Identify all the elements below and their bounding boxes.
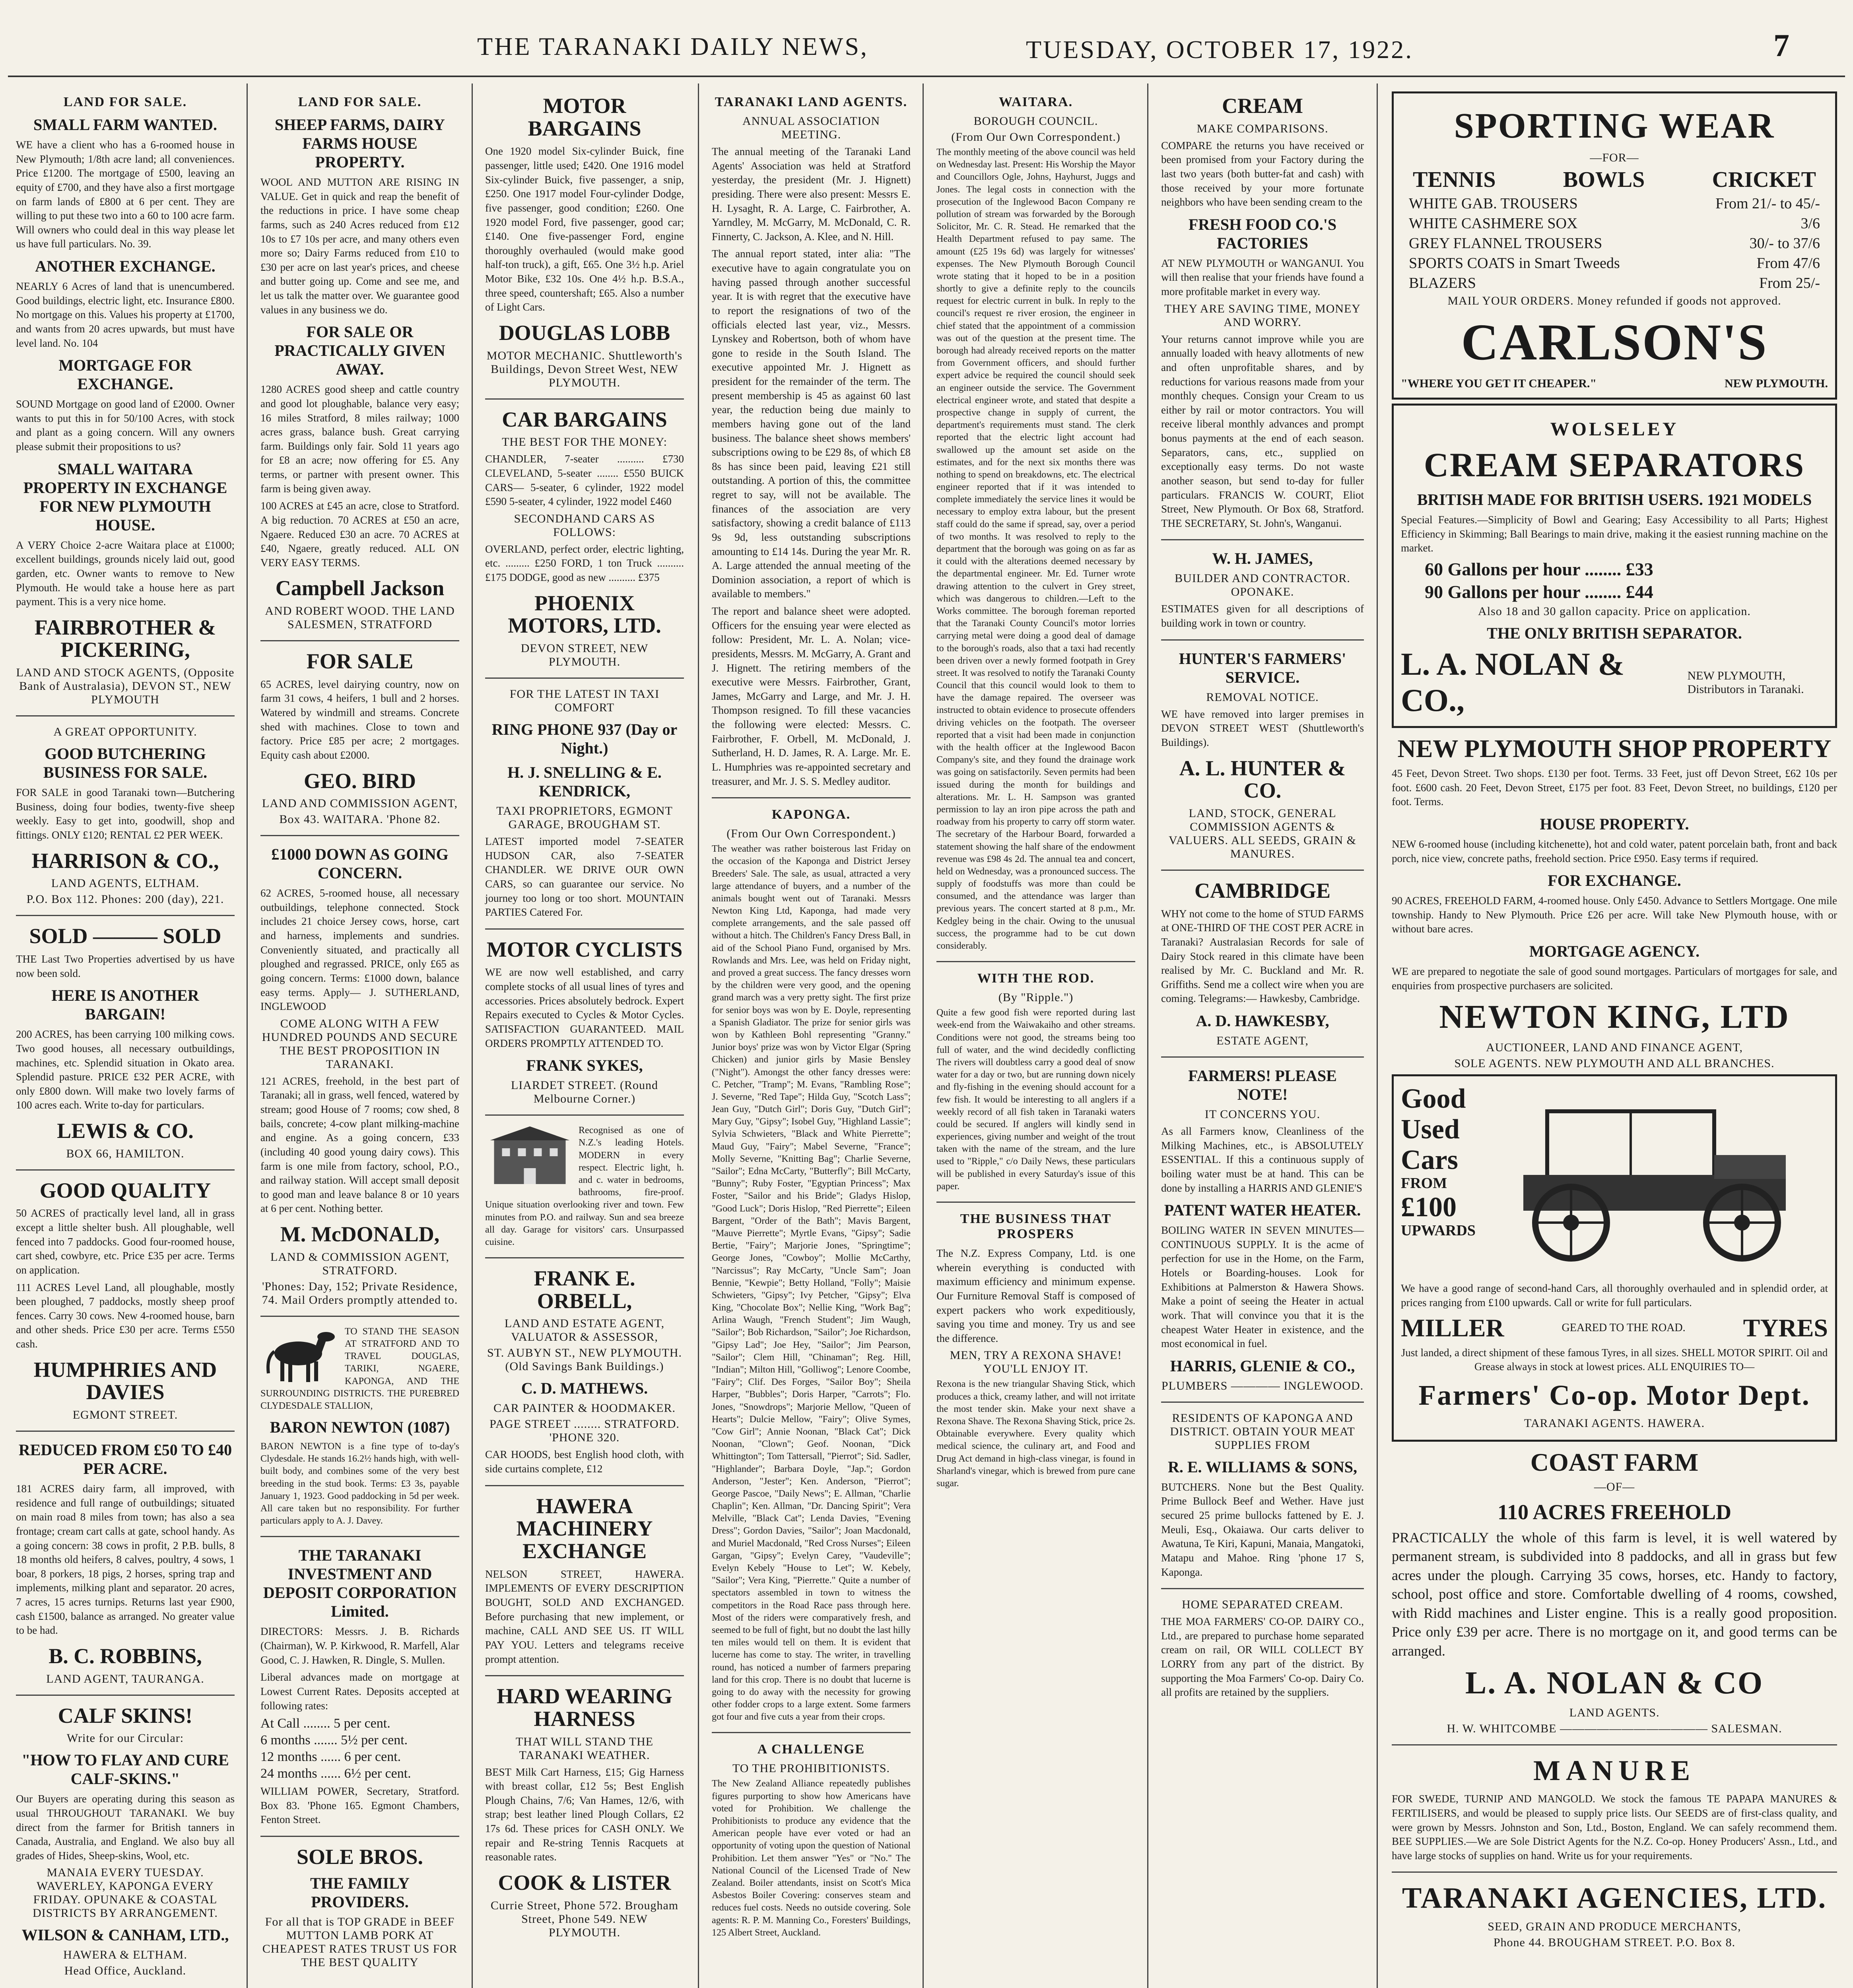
agent-name: R. E. WILLIAMS & SONS,: [1167, 1458, 1358, 1476]
price-row: [1409, 195, 1820, 212]
ad-subheading: —FOR—: [1590, 151, 1639, 164]
ad-heading: PATENT WATER HEATER.: [1164, 1201, 1361, 1219]
agent-name: DOUGLAS LOBB: [499, 320, 670, 345]
ad-heading: GOOD QUALITY: [39, 1178, 211, 1202]
column-1: [4, 87, 247, 1988]
agent-address: LIARDET STREET. (Round Melbourne Corner.): [511, 1079, 658, 1106]
rate-row: At Call ........ 5 per cent.: [260, 1716, 390, 1731]
sport-game: BOWLS: [1563, 167, 1645, 192]
ad-heading: HERE IS ANOTHER BARGAIN!: [51, 986, 199, 1023]
ad-price: £100: [1401, 1192, 1457, 1223]
column-3: [473, 87, 696, 1988]
ad-body: Liberal advances made on mortgage at Lowest Current Rates. Deposits accepted at following rates:: [260, 1671, 459, 1712]
ad-heading: FRESH FOOD CO.'S FACTORIES: [1188, 215, 1337, 252]
agent-phone: P.O. Box 112. Phones: 200 (day), 221.: [26, 893, 224, 906]
article-subheadline: BOROUGH COUNCIL.: [973, 115, 1098, 128]
ad-from: FROM: [1401, 1175, 1447, 1192]
ad-note: Also 18 and 30 gallon capacity. Price on application.: [1478, 604, 1751, 618]
carlsons-tagline: "WHERE YOU GET IT CHEAPER.": [1401, 377, 1597, 390]
ad-body: MANAIA EVERY TUESDAY. WAVERLEY, KAPONGA EVERY FRIDAY. OPUNAKE & COASTAL DISTRICTS BY ARRANGEMENT.: [33, 1866, 218, 1920]
divider: [16, 1431, 235, 1432]
tyres-label: TYRES: [1743, 1313, 1828, 1342]
agent-address: LAND AND COMMISSION AGENT,: [262, 797, 458, 810]
agent-address: ST. AUBYN ST., NEW PLYMOUTH. (Old Savings Bank Buildings.): [487, 1346, 682, 1373]
price-row: [1409, 215, 1820, 232]
ad-body: BARON NEWTON is a fine type of to-day's Clydesdale. He stands 16.2½ hands high, with well-built body, and combines some of the very best breeding in the stud book. Terms: £3 3s, payable January 1, 1923. Good paddocking in 5d per week. All care taken but no responsibility. For further particulars apply to A. J. Davey.: [260, 1441, 459, 1526]
ad-heading: MEN, TRY A REXONA SHAVE! YOU'LL ENJOY IT.: [950, 1349, 1122, 1376]
ad-subheading: REMOVAL NOTICE.: [1206, 690, 1319, 704]
agent-address: LAND AGENT, TAURANGA.: [46, 1672, 204, 1685]
price-item: WHITE CASHMERE SOX: [1409, 215, 1578, 232]
ad-heading: FOR THE LATEST IN TAXI COMFORT: [509, 687, 660, 714]
price-value: 30/- to 37/6: [1749, 235, 1820, 252]
ad-heading: SMALL FARM WANTED.: [33, 116, 217, 134]
ad-heading: FOR SALE: [306, 649, 414, 674]
column-rule: [1147, 83, 1148, 1988]
masthead: [0, 24, 1853, 72]
column-5: [925, 87, 1147, 1988]
sport-game: TENNIS: [1413, 167, 1496, 192]
ad-body: Special Features.—Simplicity of Bowl and Gearing; Easy Accessibility to all Parts; Highest Efficiency in Skimming; Ball Bearings to main drive, making it the easiest running machine on the market.: [1401, 514, 1828, 554]
price-list: [1401, 195, 1828, 292]
ad-note: MAIL YOUR ORDERS. Money refunded if goods not approved.: [1447, 294, 1781, 307]
price-item: SPORTS COATS in Smart Tweeds: [1409, 255, 1620, 272]
ad-body: FOR SALE in good Taranaki town—Butchering Business, doing four bodies, twenty-five sheep weekly. Easy to get into, goodwill, shop and fittings. ONLY £120; RENTAL £2 PER WEEK.: [16, 786, 235, 841]
ad-heading: FOR EXCHANGE.: [1548, 872, 1681, 890]
wolseley-ad: [1392, 404, 1837, 728]
ad-body: WE are now well established, and carry complete stocks of all usual lines of tyres and accessories. Prices absolutely bedrock. Expert Repairs executed to Cycles & Motor Cycles. SATISFACTION GUARANTEED. MAIL ORDERS PROMPTLY ATTENDED TO.: [485, 966, 684, 1049]
agent-address: BOX 66, HAMILTON.: [66, 1147, 185, 1160]
rate-row: 6 months ....... 5½ per cent.: [260, 1733, 408, 1748]
ad-body: 200 ACRES, has been carrying 100 milking cows. Two good houses, all necessary outbuildings, machines, etc. Splendid situation in Okato area. Splendid pasture. PRICE £32 PER ACRE, with only £800 down. Will make two lovely farms of 100 acres each. Write to-day for particulars.: [16, 1028, 235, 1111]
ad-subheading: THE FAMILY PROVIDERS.: [310, 1874, 410, 1911]
article-body: The weather was rather boisterous last Friday on the occasion of the Kaponga and District Jersey Breeders' Sale. The sale, as usual, attracted a very large attendance of buyers, and a number of the animals bought went out of Taranaki. Messrs Newton King Ltd, Kaponga, had made very complete arrangements, and the sale passed off without a hitch. The Children's Fancy Dress Ball, in aid of the School Piano Fund, organised by Mrs. Rowlands and Mrs. Lee, was held on Friday night, and proved a great success. The fancy dresses worn by the children were very good, and the opening grand march was a very pretty sight. The first prize for senior boys was won by E. Doyle, representing a Spanish Gladiator. The prize for senior girls was won by Kathleen Bohl representing "Granny." Junior boys' prize was won by Victor Elgar (Spring Chicken) and junior girls by Masie Bensley ("Night"). Amongst the other fancy dresses were: C. Petcher, "Tramp"; M. Evans, "Rambling Rose"; J. Severne, "Red Tape"; Hilda Guy, "Scotch Lass"; Jean Guy, "Dutch Girl"; Doris Guy, "Dutch Girl"; Mary Guy, "Gipsy"; Isobel Guy, "Highland Lassie"; Sylvia Schwieters, "Black and White Pierrette"; Maud Guy, "Fairy"; Mabel Severne, "France"; Molly Severne, "Knitting Bag"; Charlie Severne, "Sailor"; Edna McCarty, "Butterfly"; Bill McCarty, "Bunny"; Ruby Foster, "Egyptian Princess"; Max Foster, "Sailor and his Bride"; Gladys Hislop, "Good Luck"; Doris Hislop, "Red Pierrette"; Eileen Bargent, "Order of the Bath"; Mavis Bargent, "Mauve Pierrette"; Myrtle Evans, "Gipsy"; Sadie Bertie, "Fairy"; Marjorie Jones, "Springtime"; George Jones, "Cowboy"; Mollie McCarthy, "Narcissus"; Ray McCarty, "Uncle Sam"; Joan Bennie, "Kewpie"; Betty Holland, "Folly"; Maisie Schwieters, "Gipsy"; Ivy Petcher, "Gipsy"; Elva King, "Chocolate Box"; Nellie King, "Work Bag"; Arlina Waugh, "French Student"; Jim Waugh, "Sailor"; Bob Richardson, "Sailor"; Joe Richardson, "Gipsy Lad"; Joe Hey, "Sailor"; Jim Pearson, "Sailor"; Clem Hill, "Chinaman"; Reg. Hill, "Indian"; Milton Hill, "Golliwog"; Lenore Coombe, "Fairy"; Clif. Des Forges, "Sailor Boy"; Sheila Harper, "Bubbles"; Doris Harper, "Carrots"; Flo. Jones, "Snowdrops"; Marjorie Mellow, "Queen of Hearts"; Dulcie Mellow, "Fairy"; Olive Symes, "Cow Girl"; Annie Noonan, "Black Cat"; Dick Noonan, "Clown"; Geof. Noonan, "Dick Whittington"; Tom Tattersall, "Pierrot"; Sid. Sadler, "Highlander"; Barbara Doyle, "Jap."; Gordon Anderson, "Jester"; Ken. Anderson, "Pierrot"; George Pascoe, "Daily News"; E. Allman, "Charlie Chaplin"; Ken. Allman, "Dr. Dancing Spirit"; Vera Melville, "Black Cat"; Lenda Davies, "Evening Dress"; Gordon Davies, "Sailor"; Joan Macdonald, and Muriel Macdonald, "Red Cross Nurses"; Eileen Gargan, "Gipsy"; Evelyn Carey, "Vaudeville"; Evelyn Kebely "House to Let"; W. Kebely, "Sailor"; Vera King, "Pierrette." Quite a number of spectators assembled in town to witness the competitors in the Road Race pass through here. Most of the riders were comparatively fresh, and seemed to be full of fight, but no doubt the last hilly ten miles would tell on them. It is evident that lucerne has come to stay. The writer, in travelling round, has noticed a number of farmers preparing land for this crop. There is no doubt that lucerne is going to do away with the necessity for growing other fodder crops to a large extent. Some farmers got four and five cuts a year from their crops.: [712, 844, 911, 1722]
divider: [1392, 1744, 1837, 1745]
divider: [260, 835, 459, 836]
divider: [485, 1485, 684, 1486]
ad-heading: MORTGAGE FOR EXCHANGE.: [58, 356, 192, 393]
ad-heading: MANURE: [1533, 1755, 1696, 1787]
used-cars-ad: [1392, 1074, 1837, 1442]
agent-address: TARANAKI AGENTS. HAWERA.: [1524, 1416, 1705, 1430]
ad-subheading: THE ONLY BRITISH SEPARATOR.: [1487, 624, 1742, 642]
carlsons-place: NEW PLYMOUTH.: [1724, 377, 1828, 390]
ad-body: 111 ACRES Level Land, all ploughable, mostly been ploughed, 7 paddocks, mostly sheep proof fences. Carry 30 cows. New 4-roomed house, barn and other sheds. Price £30 per acre. Terms £550 cash.: [16, 1281, 235, 1350]
agent-address: LAND, STOCK, GENERAL COMMISSION AGENTS & VALUERS. ALL SEEDS, GRAIN & MANURES.: [1168, 806, 1357, 860]
ad-heading: CREAM SEPARATORS: [1424, 446, 1805, 484]
ad-body: NELSON STREET, HAWERA. IMPLEMENTS OF EVERY DESCRIPTION BOUGHT, SOLD AND EXCHANGED. Before purchasing that new implement, or machine, CALL AND SEE US. IT WILL PAY YOU. Letters and telegrams receive prompt attention.: [485, 1568, 684, 1665]
ad-heading: COME ALONG WITH A FEW HUNDRED POUNDS AND SECURE THE BEST PROPOSITION IN TARANAKI.: [262, 1017, 458, 1071]
agent-name: WILSON & CANHAM, LTD.,: [21, 1926, 229, 1944]
column-7: [1380, 87, 1849, 1988]
agent-name: M. McDONALD,: [280, 1222, 440, 1246]
column-rule: [923, 83, 924, 1988]
price-item: BLAZERS: [1409, 275, 1476, 291]
agent-phone: PAGE STREET ........ STRATFORD. 'PHONE 320.: [489, 1417, 680, 1444]
divider: [1161, 639, 1364, 641]
sporting-wear-ad: [1392, 91, 1837, 400]
price-row: [1409, 254, 1820, 272]
divider: [936, 1202, 1135, 1203]
ad-body: Just landed, a direct shipment of these famous Tyres, in all sizes. SHELL MOTOR SPIRIT. Oil and Grease always in stock at lowest prices. ALL ENQUIRIES TO—: [1401, 1346, 1828, 1373]
ad-heading: RESIDENTS OF KAPONGA AND DISTRICT. OBTAIN YOUR MEAT SUPPLIES FROM: [1170, 1411, 1355, 1452]
ad-subheading: —OF—: [1594, 1480, 1635, 1493]
divider: [260, 1316, 459, 1317]
ad-subheading: THAT WILL STAND THE TARANAKI WEATHER.: [515, 1735, 654, 1762]
divider: [485, 1257, 684, 1258]
divider: [1161, 870, 1364, 871]
article-body: Quite a few good fish were reported during last week-end from the Waiwakaiho and other streams. Conditions were not good, the streams being too full of water, and the wind decidedly conflicting The rivers will doubtless carry a good deal of snow water for a day or two, but are running down nicely and fly-fishing in the evening should account for a few fish. It would be interesting to all anglers if a weekly record of all fish taken in Taranaki waters could be secured. If anglers will kindly send in experiences, giving number and weight of the trout taken with the name of the stream, and the lure used to "Ripple," c/o Daily News, these particulars will be published in every Saturday's issue of this paper.: [936, 1008, 1135, 1192]
article-headline: KAPONGA.: [771, 807, 851, 822]
agent-address: LAND AGENTS, ELTHAM.: [51, 877, 200, 890]
miller-slogan: GEARED TO THE ROAD.: [1562, 1321, 1686, 1334]
agent-address: Phone 44. BROUGHAM STREET. P.O. Box 8.: [1493, 1936, 1736, 1949]
article-headline: TARANAKI LAND AGENTS.: [715, 95, 908, 109]
column-rule: [247, 83, 248, 1988]
section-heading: LAND FOR SALE.: [298, 95, 422, 109]
agent-name: TARANAKI AGENCIES, LTD.: [1402, 1882, 1827, 1915]
rate-row: 12 months ...... 6 per cent.: [260, 1749, 401, 1765]
ad-heading: CAR BARGAINS: [502, 407, 667, 431]
ad-heading: FARMERS! PLEASE NOTE!: [1188, 1067, 1337, 1103]
price-row: 60 Gallons per hour ........ £33: [1425, 559, 1653, 579]
divider: [485, 678, 684, 679]
ad-heading: SOLD ——— SOLD: [29, 924, 221, 948]
divider: [16, 715, 235, 716]
ad-body: 100 ACRES at £45 an acre, close to Stratford. A big reduction. 70 ACRES at £50 an acre, Ngaere. Reduced £30 an acre. 70 ACRES at £40, Ngaere, greatly reduced. ALL ON VERY EASY TERMS.: [260, 500, 459, 569]
ad-body: The N.Z. Express Company, Ltd. is one wherein everything is conducted with maximum efficiency and minimum expense. Our Furniture Removal Staff is composed of expert packers who work expeditiously, saving you time and money. Try us and see the difference.: [936, 1247, 1135, 1344]
ad-body: BEST Milk Cart Harness, £15; Gig Harness with breast collar, £12 5s; Best English Plough Chains, 7/6; Van Hames, 12/6, with strap; best leather lined Plough Collars, £2 17s 6d. These prices for CASH ONLY. We repair and Re-string Tennis Racquets at reasonable rates.: [485, 1766, 684, 1863]
ad-body: AT NEW PLYMOUTH or WANGANUI. You will then realise that your friends have found a more profitable market in every way.: [1161, 257, 1364, 298]
page-number: 7: [1773, 28, 1791, 63]
agent-name: Farmers' Co-op. Motor Dept.: [1418, 1379, 1810, 1411]
divider: [485, 928, 684, 930]
agent-address: BUILDER AND CONTRACTOR. OPONAKE.: [1175, 572, 1350, 599]
ad-heading: MORTGAGE AGENCY.: [1529, 942, 1700, 961]
price-item: WHITE GAB. TROUSERS: [1409, 195, 1578, 212]
stud-text: TO STAND THE SEASON AT STRATFORD AND TO TRAVEL DOUGLAS, TARIKI, NGAERE, KAPONGA, AND THE SURROUNDING DISTRICTS. THE PUREBRED CLYDESDALE STALLION,: [260, 1326, 459, 1411]
sport-game: CRICKET: [1712, 167, 1816, 192]
ad-body: PRACTICALLY the whole of this farm is level, it is well watered by permanent stream, is subdivided into 8 paddocks, and all in grass but few acres under the plough. Carrying 35 cows, horses, etc. Handy to factory, school, post office and store. Comfortable dwelling of 4 rooms, cowshed, with Ridd machines and Lister engine. This is a really good proposition. Price only £39 per acre. There is no mortgage on it, and good terms can be arranged.: [1392, 1529, 1837, 1659]
divider: [712, 1732, 911, 1733]
column-4: [700, 87, 923, 1988]
ad-body: 50 ACRES of practically level land, all in grass except a little shelter bush. All ploughable, well fenced into 7 paddocks. Good four-roomed house, cart shed, cowbyre, etc. Price £35 per acre. Terms on application.: [16, 1207, 235, 1276]
used-cars-heading: [1401, 1083, 1489, 1278]
agent-address: ESTATE AGENT,: [1216, 1034, 1309, 1047]
divider: [1161, 1588, 1364, 1589]
agent-name: H. J. SNELLING & E. KENDRICK,: [507, 763, 662, 800]
ad-body: Our Buyers are operating during this season as usual THROUGHOUT TARANAKI. We buy direct from the farmer for British tanners in Canada, Australia, and England. We also buy all grades of Hides, Sheep-skins, Wool, etc.: [16, 1793, 235, 1862]
agent-address: TAXI PROPRIETORS, EGMONT GARAGE, BROUGHAM ST.: [496, 804, 673, 831]
price-value: 3/6: [1801, 215, 1820, 232]
agent-address: PLUMBERS ———— INGLEWOOD.: [1161, 1379, 1364, 1392]
agent-name: L. A. NOLAN & CO: [1465, 1666, 1764, 1701]
ad-body: 1280 ACRES good sheep and cattle country and good lot ploughable, balance very easy; 16 miles Stratford, 8 miles railway; 1000 acres grass, balance bush. Great carrying farm. Buildings only fair. Sold 11 years ago for £8 an acre; now offering for £5. Any terms, or partner with present owner. This farm is being given away.: [260, 383, 459, 495]
miller-brand: MILLER: [1401, 1313, 1504, 1342]
divider: [485, 398, 684, 400]
article-headline: WITH THE ROD.: [977, 971, 1095, 986]
agent-name: B. C. ROBBINS,: [49, 1644, 202, 1668]
article-body: The monthly meeting of the above council was held on Wednesday last. Present: His Worship the Mayor and Councillors Ogle, Johns, Hayhurst, Juggs and Jones. The legal costs in connection with the prosecution of the Inglewood Bacon Company re pollution of stream was forwarded by the Borough Solicitor, Mr. C. R. Stead. He remarked that the Health Department refused to pay same. The amount (£25 19s 6d) was largely for witnesses' expenses. The New Plymouth Borough Council wrote stating that it hoped to be in a position shortly to give a definite reply to the councils request for electric current in bulk. In reply to the council's request re river erosion, the engineer in chief stated that the appointment of a commission was out of the question at the present time. The borough had already received reports on the matter from Government officers, and should further expert advice be required the council should seek an engineer outside the service. The Government electrical engineer wrote, and stated that despite a prospective change in supply of current, the department's requirements must stand. The clerk reported that the electric light account had swallowed up the amount set aside on the estimates, and for the next six months there was nothing to spend on breakdowns, etc. The electrical engineer reported that if it was intended to complete immediately the service lines it would be necessary to employ extra labour, but the present staff could do the same if spread, say, over a period of two months. It was resolved to reply to the department that the borough was going on as far as it could with the alterations deemed necessary by the departmental engineer. Mr. Ed. Turner wrote drawing attention to the culvert in Grey street, which was dangerous to children.—Left to the Works committee. The borough foreman reported that the Taranaki County Council's motor lorries carrying metal were doing a good deal of damage to the borough's roads, also that a taxi had recently been driven over a newly formed footpath in Grey street. It was resolved to notify the Taranaki County Council that this council would look to them to have the damage repaired. The overseer was instructed to obtain evidence to prosecute offenders driving vehicles on the footpath. The overseer reported that a visit had been made in conjunction with the health officer at the Inglewood Bacon Company's site, and they found the drainage work was going on satisfactorily. Seven permits had been issued during the month for buildings and alterations. Mr. L. H. Sampson was granted permission to lay an iron pipe across the path and roadway from his property to carry off storm water. The secretary of the Harbour Board, forwarded a statement showing the half share of the endowment revenue was £98 4s 2d. The annual tea and concert, held on Wednesday, was a pronounced success. The supply of foodstuffs was more than could be consumed, and the attendance was larger than previous years. The concert started at 8 p.m., Mr. Kedgley being in the chair. Owing to the unusual success, the programme had to be cut down considerably.: [936, 147, 1135, 951]
ad-heading: "HOW TO FLAY AND CURE CALF-SKINS.": [21, 1751, 229, 1788]
price-item: GREY FLANNEL TROUSERS: [1409, 235, 1602, 252]
agent-name: L. A. NOLAN & CO.,: [1401, 646, 1625, 718]
agent-address: EGMONT STREET.: [72, 1408, 178, 1421]
article-byline: (By "Ripple."): [998, 991, 1074, 1004]
ad-heading: CALF SKINS!: [58, 1703, 193, 1728]
ad-heading: CREAM: [1222, 94, 1303, 118]
ad-body: OVERLAND, perfect order, electric lighting, etc. ......... £250 FORD, 1 ton Truck .......... £175 DODGE, good as new .......... £375: [485, 543, 684, 583]
ad-heading: SPORTING WEAR: [1454, 106, 1775, 146]
agent-address: Currie Street, Phone 572. Brougham Street, Phone 549. NEW PLYMOUTH.: [490, 1899, 679, 1939]
ad-body: WOOL AND MUTTON ARE RISING IN VALUE. Get in quick and reap the benefit of the reductions in price. I have some cheap farms, such as 240 Acres reduced from £12 10s to £7 10s per acre, and many others even more so; Dairy Farms reduced from £10 to £30 per acre on last year's prices, and cheese and butter going up. Come and see me, and let us talk the matter over. We guarantee good values in any business we do.: [260, 176, 459, 316]
article-body: The report and balance sheet were adopted. Officers for the ensuing year were elected as follow: President, Mr. L. A. Nolan; vice-presidents, Messrs. M. McGarry, A. Grant and J. Hignett. The retiring members of the executive were Messrs. Fairbrother, Grant, James, McGarry and Large, and Mr. J. H. Thompson resigned. To fill these vacancies the following were elected: Messrs. C. Fairbrother, F. Orbell, M. McDonald, J. Sutherland, H. D. James, R. A. Large. Mr. E. L. Humphries was re-appointed secretary and treasurer, and Mr. J. S. S. Medley auditor.: [712, 605, 911, 787]
agent-name: HARRISON & CO.,: [31, 848, 219, 873]
divider: [16, 1695, 235, 1696]
agent-name: SOLE BROS.: [296, 1845, 423, 1869]
ad-body: SOUND Mortgage on good land of £2000. Owner wants to put this in for 50/100 Acres, with stock and plant as a going concern. Will any owners please submit their propositions to us?: [16, 398, 235, 452]
ad-body: Recognised as one of N.Z.'s leading Hotels. MODERN in every respect. Electric light, h. and c. water in bedrooms, bathrooms, fire-proof. Unique situation overlooking river and town. Few minutes from P.O. and railway. Sun and sea breeze all day. Garage for visitors' cars. Unsurpassed cuisine.: [485, 1125, 684, 1247]
ad-heading: THE BUSINESS THAT PROSPERS: [960, 1211, 1112, 1241]
article-headline: A CHALLENGE: [757, 1742, 865, 1757]
divider: [1392, 1872, 1837, 1873]
horse-illustration: [260, 1326, 340, 1385]
ad-body: WE have a client who has a 6-roomed house in New Plymouth; 1/8th acre land; all conveniences. Price £1200. The mortgage of £500, leaving an equity of £700, and they have also a first mortgage on farm lands of £800 at 6 per cent. They are willing to put these two into a 60 to 100 acre farm. Will owners who could deal in this way please let us have full particulars. No. 39.: [16, 139, 235, 250]
divider: [1161, 1056, 1364, 1058]
agent-name: Campbell Jackson: [275, 576, 445, 600]
article-subheadline: ANNUAL ASSOCIATION MEETING.: [742, 115, 880, 141]
ad-upwards: UPWARDS: [1401, 1222, 1476, 1239]
stud-notice: [260, 1326, 459, 1412]
ad-body: THE Last Two Properties advertised by us have now been sold.: [16, 953, 235, 979]
hotel-illustration: [485, 1124, 575, 1188]
ad-heading: HARD WEARING HARNESS: [497, 1684, 672, 1731]
ad-subheading: IT CONCERNS YOU.: [1204, 1108, 1321, 1121]
ad-body: WE have removed into larger premises in DEVON STREET WEST (Shuttleworth's Buildings).: [1161, 708, 1364, 748]
ad-body: CHANDLER, 7-seater .......... £730 CLEVELAND, 5-seater ........ £550 BUICK CARS— 5-seater, 6 cylinder, 1922 model £590 5-seater, 4 cylinder, 1922 model £460: [485, 453, 684, 508]
section-heading: LAND FOR SALE.: [63, 95, 187, 109]
agent-address: DEVON STREET, NEW PLYMOUTH.: [521, 642, 649, 668]
ad-phone: RING PHONE 937 (Day or Night.): [491, 720, 678, 757]
ad-body: 90 ACRES, FREEHOLD FARM, 4-roomed house. Only £450. Advance to Settlers Mortgage. One mile township. Handy to New Plymouth. Price £26 per acre. Will take New Plymouth house, with or without bare acres.: [1392, 895, 1837, 935]
ad-body: BUTCHERS. None but the Best Quality. Prime Bullock Beef and Wether. Have just secured 25 prime bullocks fattened by E. J. Meuli, Esq., Okaiawa. Our carts deliver to Awatuna, Te Kiri, Kapuni, Manaia, Mangatoki, Matapu and Mahoe. Ring 'phone 17 S, Kaponga.: [1161, 1481, 1364, 1578]
ad-body: Rexona is the new triangular Shaving Stick, which produces a thick, creamy lather, and will not irritate the most tender skin. Make your next shave a Rexona Shave. The Rexona Shaving Stick, price 2s. Obtainable everywhere. Every quality which medical science, the culinary art, and Food and Drug Act demand in high-class vinegar, is found in Sharland's vinegar, which is brewed from pure cane sugar.: [936, 1379, 1135, 1489]
price-row: [1409, 274, 1820, 292]
agent-name: NEWTON KING, LTD: [1439, 998, 1790, 1036]
agent-name: C. D. MATHEWS.: [521, 1379, 648, 1398]
ad-body: FOR SWEDE, TURNIP AND MANGOLD. We stock the famous TE PAPAPA MANURES & FERTILISERS, and would be pleased to supply price lists. Our SEEDS are of first-class quality, and were grown by Messrs. Johnston and Son, Ltd., Boston, England. We can safely recommend them. BEE SUPPLIES.—We are Sole District Agents for the N.Z. Co-op. Honey Producers' Assn., Ltd., and have large stocks of supplies on hand. Write us for your requirements.: [1392, 1793, 1837, 1862]
agent-name: COOK & LISTER: [498, 1870, 671, 1895]
ad-heading: £1000 DOWN AS GOING CONCERN.: [271, 845, 449, 882]
price-value: From 47/6: [1756, 255, 1820, 272]
divider: [485, 1675, 684, 1676]
agent-phone: 'Phones: Day, 152; Private Residence, 74. Mail Orders promptly attended to.: [262, 1279, 458, 1307]
agent-phone: Box 43. WAITARA. 'Phone 82.: [279, 813, 441, 826]
rate-row: 24 months ...... 6½ per cent.: [260, 1766, 411, 1781]
ad-heading: BARON NEWTON (1087): [270, 1418, 450, 1437]
ad-heading: ANOTHER EXCHANGE.: [35, 257, 216, 275]
divider: [1161, 1402, 1364, 1403]
ad-heading: MOTOR CYCLISTS: [486, 937, 683, 961]
ad-body: WHY not come to the home of STUD FARMS at ONE-THIRD OF THE COST PER ACRE in Taranaki? Australasian Records for sale of Dairy Stock reared in this climate have been realised by Mr. C. Buckland and Mr. R. Griffiths. Send me a collect wire when you are coming. Telegrams:— Hawkesby, Cambridge.: [1161, 907, 1364, 1005]
ad-heading: NEW PLYMOUTH SHOP PROPERTY: [1397, 734, 1832, 763]
ad-heading: 110 ACRES FREEHOLD: [1497, 1500, 1732, 1524]
article-byline: (From Our Own Correspondent.): [951, 130, 1121, 144]
issue-date: TUESDAY, OCTOBER 17, 1922.: [1026, 35, 1414, 64]
ad-heading: HUNTER'S FARMERS' SERVICE.: [1179, 649, 1346, 686]
ad-body: ESTIMATES given for all descriptions of building work in town or country.: [1161, 603, 1364, 629]
ad-body: COMPARE the returns you have received or been promised from your Factory during the last two years (both butter-fat and cash) with those received by your more fortunate neighbors who have been sending cream to the: [1161, 139, 1364, 208]
ad-body: WILLIAM POWER, Secretary, Stratford. Box 83. 'Phone 165. Egmont Chambers, Fenton Street.: [260, 1785, 459, 1826]
agent-name: HARRIS, GLENIE & CO.,: [1170, 1357, 1355, 1375]
price-value: From 21/- to 45/-: [1715, 195, 1820, 212]
ad-body: 62 ACRES, 5-roomed house, all necessary outbuildings, telephone connected. Stock includes 21 choice Jersey cows, horse, cart and harness, implements and sundries. Conveniently situated, and practically all ploughed and regrassed. PRICE, only £65 as going concern. Terms: £1000 down, balance easy terms. Apply— J. SUTHERLAND, INGLEWOOD: [260, 887, 459, 1013]
ad-heading: HAWERA MACHINERY EXCHANGE: [516, 1494, 653, 1563]
ad-heading: HOME SEPARATED CREAM.: [1182, 1598, 1343, 1611]
ad-body: DIRECTORS: Messrs. J. B. Richards (Chairman), W. P. Kirkwood, R. Marfell, Alar Good, C. J. Hawken, R. Dingle, S. Mullen.: [260, 1625, 459, 1666]
agent-address: CAR PAINTER & HOODMAKER.: [493, 1402, 676, 1415]
ad-body: 45 Feet, Devon Street. Two shops. £130 per foot. Terms. 33 Feet, just off Devon Street, £62 10s per foot. £600 cash. 20 Feet, Devon Street, £175 per foot. 83 Feet, Devon Street, no buildings, £120 per foot. Terms.: [1392, 767, 1837, 808]
ad-heading: GOOD BUTCHERING BUSINESS FOR SALE.: [43, 745, 208, 782]
ad-heading: REDUCED FROM £50 TO £40 PER ACRE.: [18, 1441, 232, 1477]
divider: [16, 1169, 235, 1171]
agent-address: LAND & COMMISSION AGENT, STRATFORD.: [270, 1250, 450, 1277]
divider: [16, 915, 235, 916]
article-body: The New Zealand Alliance repeatedly publishes figures purporting to show how Americans have voted for Prohibition. We challenge the Prohibitionists to produce any evidence that the American people have ever voted or had an opportunity of voting upon the question of National Prohibition. Let them answer "Yes" or "No." The National Council of the Licensed Trade of New Zealand. Boiler attendants, insist on Scott's Mica Asbestos Boiler Covering: conserves steam and reduces fuel costs. Needs no outside covering. Sole agents: R. P. M. Manning Co., Foresters' Buildings, 125 Albert Street, Auckland.: [712, 1778, 911, 1938]
agent-name: W. H. JAMES,: [1212, 549, 1313, 568]
carlsons-footer: [1401, 377, 1828, 390]
agent-salesman: H. W. WHITCOMBE ———————————— SALESMAN.: [1447, 1722, 1782, 1736]
agent-name: HUMPHRIES AND DAVIES: [33, 1357, 217, 1404]
ad-heading: A GREAT OPPORTUNITY.: [53, 725, 197, 739]
ad-heading: Good Used Cars: [1401, 1083, 1466, 1176]
column-rule: [1377, 83, 1378, 1988]
ad-heading: SHEEP FARMS, DAIRY FARMS HOUSE PROPERTY.: [275, 116, 445, 171]
agent-name: LEWIS & CO.: [57, 1119, 194, 1143]
ad-heading: FOR SALE OR PRACTICALLY GIVEN AWAY.: [274, 323, 445, 379]
divider: [1161, 539, 1364, 540]
ad-body: 65 ACRES, level dairying country, now on farm 31 cows, 4 heifers, 1 bull and 2 horses. Watered by windmill and streams. Concrete shed with machines. Close to town and factory. Price £85 per acre; 2 mortgages. Equity cash about £2000.: [260, 678, 459, 761]
divider: [260, 640, 459, 641]
ad-heading: CAMBRIDGE: [1194, 878, 1331, 903]
divider: [936, 961, 1135, 962]
agent-address: SOLE AGENTS. NEW PLYMOUTH AND ALL BRANCHES.: [1454, 1057, 1775, 1070]
divider: [260, 1536, 459, 1537]
column-rule: [472, 83, 473, 1988]
article-body: The annual report stated, inter alia: "The executive have to again congratulate you on having passed through another successful year. It is with regret that the executive have to report the resignations of two of the officials elected last year, viz., Messrs. Lynskey and Robertson, both of whom have gone to reside in the South Island. The executive appointed Mr. J. Hignett as president for the remainder of the term. The present membership is 45 as against 60 last year, the reduction being due mainly to members having gone out of the land business. The balance sheet shows members' subscriptions owing to be £29 8s, of which £8 8s has since been paid, leaving £21 still outstanding. A portion of this, the committee regret to say, will not be available. The finances of the association are very satisfactory, showing a credit balance of £113 9s 9d, less outstanding subscriptions amounting to £14 14s. During the year Mr. R. A. Large attended the annual meeting of the Dominion association, a report of which is available to members.": [712, 248, 911, 600]
ad-body: THE MOA FARMERS' CO-OP. DAIRY CO., Ltd., are prepared to purchase home separated cream on rail, OR WILL COLLECT BY LORRY from any part of the district. By supporting the Moa Farmers' Co-op. Dairy Co. all profits are retained by the suppliers.: [1161, 1615, 1364, 1699]
ad-subheading: SECONDHAND CARS AS FOLLOWS:: [514, 512, 655, 539]
ad-heading: COAST FARM: [1530, 1448, 1699, 1476]
agent-name: PHOENIX MOTORS, LTD.: [508, 591, 661, 638]
agent-address: Head Office, Auckland.: [64, 1964, 186, 1978]
divider: [712, 797, 911, 798]
ad-subheading: BRITISH MADE FOR BRITISH USERS. 1921 MODELS: [1417, 491, 1812, 509]
ad-subheading: THEY ARE SAVING TIME, MONEY AND WORRY.: [1164, 302, 1361, 329]
article-subheadline: TO THE PROHIBITIONISTS.: [732, 1762, 890, 1775]
masthead-rule: [8, 76, 1845, 77]
ad-subheading: THE BEST FOR THE MONEY:: [502, 435, 667, 449]
agent-address: AUCTIONEER, LAND AND FINANCE AGENT,: [1486, 1041, 1743, 1054]
agent-name: GEO. BIRD: [303, 769, 416, 793]
agent-address: LAND AND ESTATE AGENT, VALUATOR & ASSESSOR,: [504, 1317, 665, 1344]
ad-body: One 1920 model Six-cylinder Buick, fine passenger, little used; £420. One 1916 model Six-cylinder Buick, five passenger, a snip, £250. One 1917 model Four-cylinder Dodge, five passenger, good condition; £260. One 1920 model Ford, five passenger, good car; £140. One five-passenger Ford, engine thoroughly overhauled (would make good half-ton truck), a gift, £65. One 3½ h.p. Ariel Motor Bike, £32 10s. One 4½ h.p. B.S.A., three speed, countershaft; £65. Also a number of Light Cars.: [485, 145, 684, 313]
wolseley-brand: WOLSELEY: [1550, 419, 1679, 440]
agent-address: MOTOR MECHANIC. Shuttleworth's Buildings, Devon Street West, NEW PLYMOUTH.: [486, 349, 683, 389]
ad-body: As all Farmers know, Cleanliness of the Milking Machines, etc., is ABSOLUTELY ESSENTIAL. If this a continuous supply of boiling water must be at hand. This can be done by installing a HARRIS AND GLENIE'S: [1161, 1125, 1364, 1194]
ad-body: 181 ACRES dairy farm, all improved, with residence and full range of outbuildings; situated on main road 8 miles from town; has also a sea frontage; cream cart calls at gate, school handy. As a going concern: 38 cows in profit, 2 P.B. bulls, 8 18 months old heifers, 8 calves, poultry, 4 sows, 1 boar, 8 porkers, 18 pigs, 2 horses, spring trap and implements, milking plant and separator. 20 acres, 7 acres, 15 acres turnips. Returns last year £900, cash £1500, balance as arranged. No greater value to be had.: [16, 1483, 235, 1637]
ad-body: Your returns cannot improve while you are annually loaded with heavy allotments of new and often unprofitable shares, and by reductions for various reasons made from your monthly cheques. Consign your Cream to us either by rail or motor contractors. You will receive liberal monthly advances and prompt bonus payments at the end of each season. Separators, cans, etc., supplied on exceptionally easy terms. Do not waste another season, but send to-day for fuller particulars. FRANCIS W. COURT, Eliot Street, New Plymouth. Or Box 68, Stratford. THE SECRETARY, St. John's, Wanganui.: [1161, 333, 1364, 529]
ad-body: For all that is TOP GRADE in BEEF MUTTON LAMB PORK AT CHEAPEST RATES TRUST US FOR THE BEST QUALITY: [262, 1915, 458, 1969]
ad-subheading: Write for our Circular:: [66, 1732, 184, 1745]
nolan-footer: [1401, 646, 1828, 719]
ad-body: NEW 6-roomed house (including kitchenette), hot and cold water, patent porcelain bath, front and back porch, nice view, concrete paths, freehold section. Price £950. Easy terms if required.: [1392, 838, 1837, 864]
agent-address: SEED, GRAIN AND PRODUCE MERCHANTS,: [1488, 1920, 1741, 1934]
agent-address: LAND AND STOCK AGENTS, (Opposite Bank of Australasia), DEVON ST., NEW PLYMOUTH: [16, 666, 235, 707]
carlsons-logo: CARLSON'S: [1461, 314, 1768, 371]
sport-games: [1401, 167, 1828, 192]
ad-body: LATEST imported model 7-SEATER HUDSON CAR, also 7-SEATER CHANDLER. WE DRIVE OUR OWN CARS, so can guarantee our service. No journey too long or too short. MOUNTAIN PARTIES Catered For.: [485, 835, 684, 918]
price-row: [1409, 235, 1820, 252]
ad-body: A VERY Choice 2-acre Waitara place at £1000; excellent buildings, grounds nicely laid out, good garden, etc. Owner wants to remove to New Plymouth. He would take a house here as part payment. This is a very nice home.: [16, 539, 235, 608]
article-body: The annual meeting of the Taranaki Land Agents' Association was held at Stratford yesterday, the president (Mr. J. Hignett) presiding. There were also present: Messrs E. H. Lysaght, R. A. Large, C. Fairbrother, A. Yarndley, M. McGarry, M. McDonald, C. R. Finnerty, C. Jackson, A. Klee, and N. Hill.: [712, 146, 911, 243]
ad-body: NEARLY 6 Acres of land that is unencumbered. Good buildings, electric light, etc. Insurance £800. No mortgage on this. Values his property at £1700, and wants from 20 acres upwards, but must have level land. No. 104: [16, 280, 235, 349]
agent-name: FAIRBROTHER & PICKERING,: [34, 615, 216, 662]
agent-address: HAWERA & ELTHAM.: [63, 1948, 187, 1962]
article-byline: (From Our Own Correspondent.): [726, 827, 896, 841]
ad-body: 121 ACRES, freehold, in the best part of Taranaki; all in grass, well fenced, watered by stream; good House of 7 rooms; cow shed, 8 bails, concrete; 4-cow plant milking-machine and engine. As a going concern, £33 (including 40 good young dairy cows). This farm is one mile from factory, school, P.O., and railway station. Will accept small deposit to good man and leave balance 8 or 10 years at 6 per cent. Nothing better.: [260, 1075, 459, 1215]
ad-heading: SMALL WAITARA PROPERTY IN EXCHANGE FOR NEW PLYMOUTH HOUSE.: [23, 460, 227, 534]
used-cars-top: [1401, 1083, 1828, 1278]
newspaper-title: THE TARANAKI DAILY NEWS,: [477, 32, 868, 60]
car-illustration: [1489, 1087, 1828, 1278]
column-2: [249, 87, 471, 1988]
agent-address: LAND AGENTS.: [1569, 1706, 1660, 1720]
ad-body: WE are prepared to negotiate the sale of good sound mortgages. Particulars of mortgages for sale, and enquiries from prospective purchasers are solicited.: [1392, 965, 1837, 992]
ad-body: BOILING WATER IN SEVEN MINUTES—CONTINUOUS SUPPLY. It is the acme of perfection for use in the Home, on the Farm, Hotels or Boarding-houses. Look for Exhibitions at Palmerston & Hawera Shows. Make a point of seeing the Heater in actual work. That will convince you that it is the cheapest Water Heater in existence, and the most economical in fuel.: [1161, 1224, 1364, 1350]
agent-name: FRANK E. ORBELL,: [534, 1266, 635, 1313]
divider: [485, 1114, 684, 1116]
agent-name: A. D. HAWKESBY,: [1196, 1012, 1329, 1030]
divider: [260, 1836, 459, 1837]
column-6: [1149, 87, 1376, 1988]
agent-address: NEW PLYMOUTH, Distributors in Taranaki.: [1687, 669, 1804, 696]
agent-name: A. L. HUNTER & CO.: [1179, 756, 1346, 803]
ad-heading: HOUSE PROPERTY.: [1540, 815, 1689, 833]
ad-heading: MOTOR BARGAINS: [528, 94, 641, 140]
price-value: From 25/-: [1759, 275, 1820, 291]
agent-address: AND ROBERT WOOD. THE LAND SALESMEN, STRATFORD: [265, 604, 455, 631]
ad-body: We have a good range of second-hand Cars, all thoroughly overhauled and in splendid order, at prices ranging from £100 upwards. Call or write for full particulars.: [1401, 1282, 1828, 1309]
miller-row: [1401, 1313, 1828, 1343]
column-rule: [698, 83, 699, 1988]
agent-name: FRANK SYKES,: [526, 1056, 643, 1075]
ad-heading: THE TARANAKI INVESTMENT AND DEPOSIT CORPORATION Limited.: [263, 1546, 457, 1621]
ad-body: CAR HOODS, best English hood cloth, with side curtains complete, £12: [485, 1448, 684, 1475]
price-row: 90 Gallons per hour ........ £44: [1425, 581, 1653, 602]
article-headline: WAITARA.: [998, 95, 1073, 109]
ad-subheading: MAKE COMPARISONS.: [1196, 122, 1329, 135]
